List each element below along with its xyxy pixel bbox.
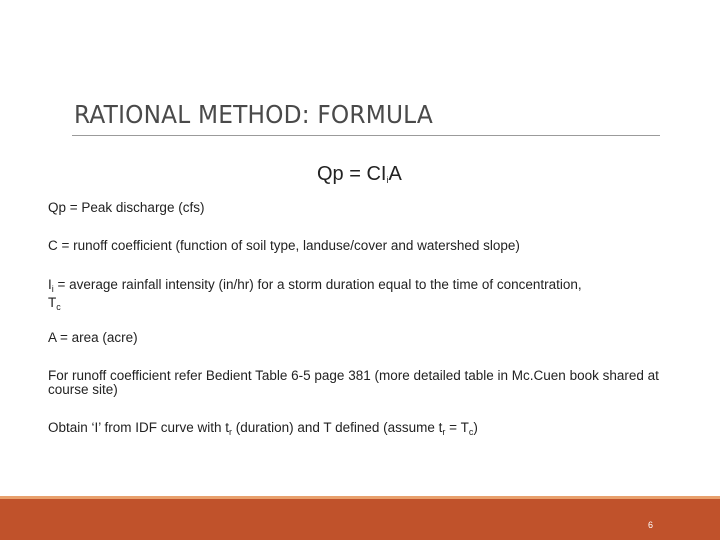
obtain-text-4: ) bbox=[473, 420, 478, 435]
definition-c: C = runoff coefficient (function of soil type, landuse/cover and watershed slope) bbox=[48, 238, 520, 253]
obtain-text-1: Obtain ‘I’ from IDF curve with t bbox=[48, 420, 230, 435]
footer-band bbox=[0, 499, 720, 540]
formula-subscript: i bbox=[386, 175, 389, 185]
i-variable: I bbox=[48, 277, 52, 292]
page-number: 6 bbox=[648, 520, 654, 530]
runoff-coefficient-reference: For runoff coefficient refer Bedient Table 6-5 page 381 (more detailed table in Mc.Cuen book shared at course site) bbox=[48, 368, 659, 397]
obtain-sub-1: r bbox=[229, 427, 233, 437]
obtain-sub-3: c bbox=[468, 427, 474, 437]
title-underline bbox=[72, 135, 660, 136]
obtain-text-2: (duration) and T defined (assume t bbox=[232, 420, 443, 435]
obtain-intensity-note bbox=[48, 421, 698, 439]
obtain-text-3: = T bbox=[445, 420, 469, 435]
definition-i bbox=[48, 278, 698, 314]
rational-formula bbox=[317, 163, 402, 186]
tc-subscript: c bbox=[56, 302, 61, 312]
i-subscript: i bbox=[51, 284, 54, 294]
slide-title: RATIONAL METHOD: FORMULA bbox=[74, 100, 433, 129]
definition-qp: Qp = Peak discharge (cfs) bbox=[48, 200, 205, 215]
formula-rhs: A bbox=[388, 163, 402, 185]
obtain-sub-2: r bbox=[442, 427, 446, 437]
i-description: = average rainfall intensity (in/hr) for a storm duration equal to the time of concentration, bbox=[53, 277, 582, 292]
formula-lhs: Qp = CI bbox=[317, 163, 387, 185]
definition-a: A = area (acre) bbox=[48, 330, 138, 345]
tc-variable: T bbox=[48, 295, 57, 310]
